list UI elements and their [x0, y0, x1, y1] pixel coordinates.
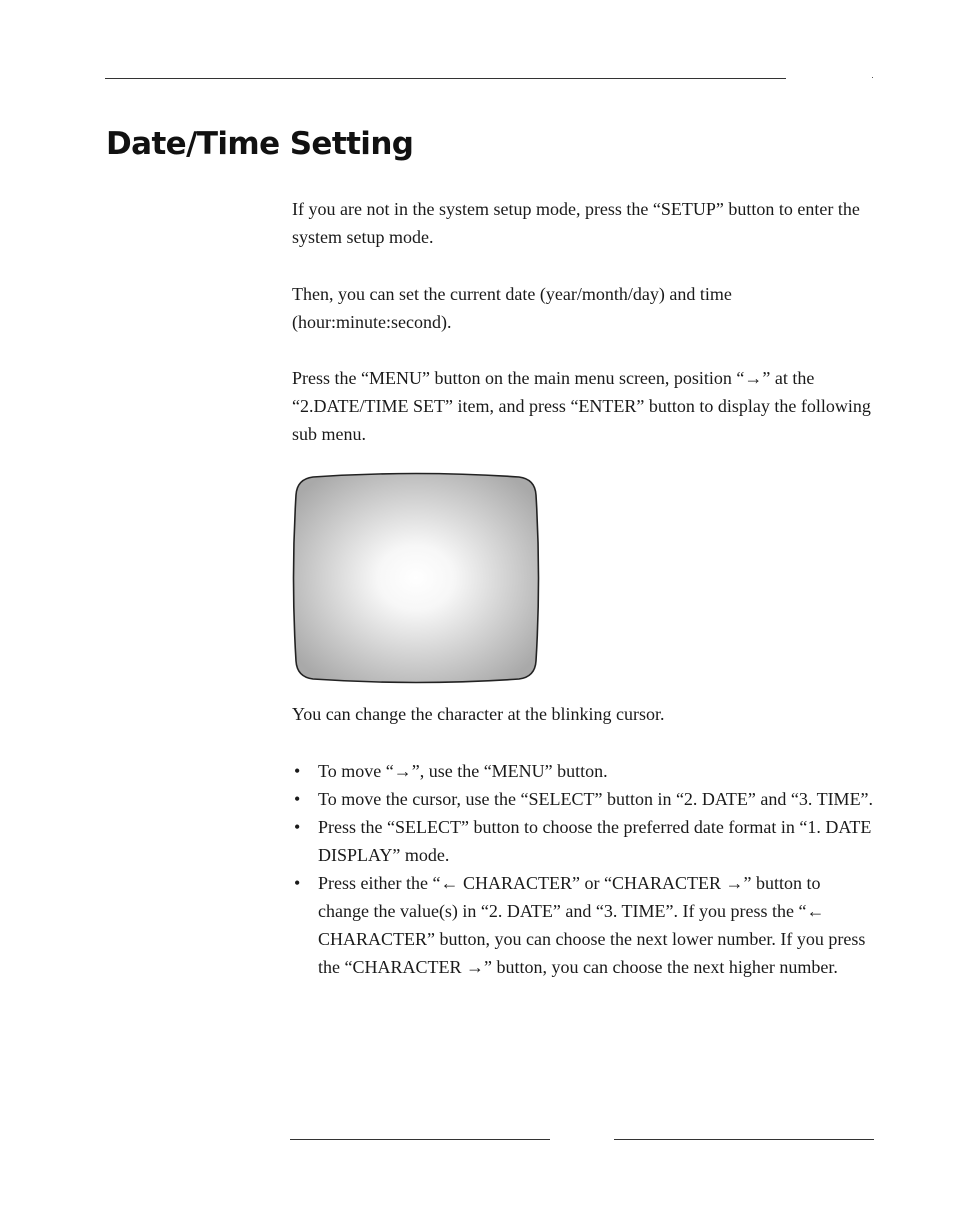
crt-monitor-screen-icon	[291, 471, 541, 685]
page-title: Date/Time Setting	[106, 126, 414, 162]
list-item	[292, 869, 874, 981]
list-item	[292, 785, 874, 813]
bullet-icon: •	[294, 817, 301, 837]
instruction-list	[292, 757, 874, 981]
list-item	[292, 757, 874, 785]
bullet-icon: •	[294, 873, 301, 893]
bullet-icon: •	[294, 789, 301, 809]
paragraph-text: You can change the character at the blinking cursor.	[292, 704, 665, 724]
bullet-icon: •	[294, 761, 301, 781]
intro-paragraph-menu	[292, 364, 874, 448]
list-item-text: Press either the “← CHARACTER” or “CHARACTER →” button to change the value(s) in “2. DATE” and “3. TIME”. If you press the “← CHARACTER” button, you can choose the next lower number. If you press the “CHARACTER →” button, you can choose the next higher number.	[318, 873, 866, 977]
screen-outline	[294, 474, 539, 683]
intro-paragraph-setup	[292, 195, 874, 251]
paragraph-text: Then, you can set the current date (year/month/day) and time (hour:minute:second).	[292, 284, 732, 332]
list-item-text: To move “→”, use the “MENU” button.	[318, 761, 608, 781]
header-mark	[872, 77, 873, 78]
list-item	[292, 813, 874, 869]
paragraph-text: Press the “MENU” button on the main menu screen, position “→” at the “2.DATE/TIME SET” item, and press “ENTER” button to display the following sub menu.	[292, 368, 871, 444]
paragraph-text: If you are not in the system setup mode, press the “SETUP” button to enter the system setup mode.	[292, 199, 860, 247]
list-item-text: To move the cursor, use the “SELECT” button in “2. DATE” and “3. TIME”.	[318, 789, 874, 809]
list-item-text: Press the “SELECT” button to choose the preferred date format in “1. DATE DISPLAY” mode.	[318, 817, 872, 865]
header-rule	[105, 78, 786, 79]
footer-rule-right	[614, 1139, 874, 1140]
cursor-paragraph	[292, 700, 874, 728]
intro-paragraph-date-time	[292, 280, 874, 336]
footer-rule-left	[290, 1139, 550, 1140]
